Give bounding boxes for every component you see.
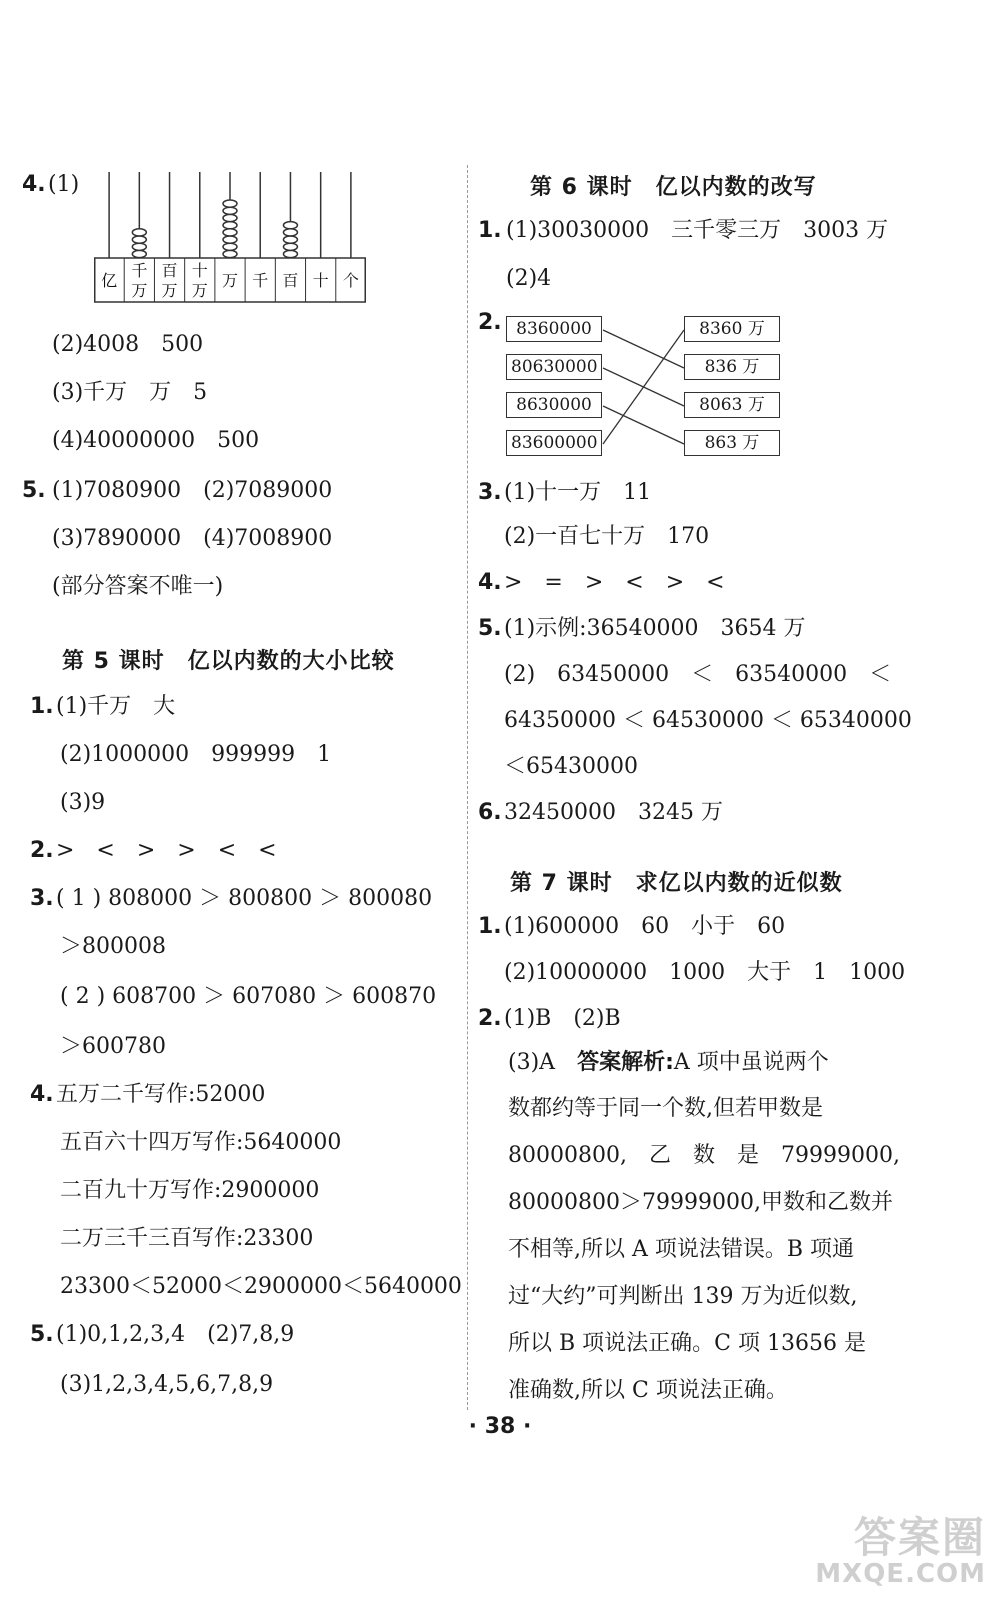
match-right-box: 836 万 <box>684 354 780 380</box>
answer-line: (4)40000000 500 <box>52 428 260 453</box>
answer-line: 所以 B 项说法正确。C 项 13656 是 <box>508 1331 866 1356</box>
answer-line: > = > < > < <box>504 570 725 595</box>
answer-line: 准确数,所以 C 项说法正确。 <box>508 1378 788 1403</box>
abacus-place-label: 万 <box>221 271 239 290</box>
answer-line: 23300＜52000＜2900000＜5640000 <box>60 1274 462 1299</box>
q5-label: 5. <box>22 478 46 503</box>
page-number: · 38 · <box>468 1414 532 1439</box>
answer-line: ＜65430000 <box>504 754 638 779</box>
question-number: 4. <box>478 570 502 595</box>
question-number: 1. <box>30 694 54 719</box>
answer-line: (1)0,1,2,3,4 (2)7,8,9 <box>56 1322 295 1347</box>
match-connector <box>603 406 684 444</box>
answer-line: (1)十一万 11 <box>504 480 652 505</box>
answer-line: (1)7080900 (2)7089000 <box>52 478 333 503</box>
abacus-place-label: 亿 <box>101 271 118 290</box>
answer-line: > < > > < < <box>56 838 277 863</box>
answer-line: 80000800, 乙 数 是 79999000, <box>508 1143 900 1168</box>
answer-line: ＞800008 <box>60 934 166 959</box>
answer-line: 五万二千写作:52000 <box>56 1082 266 1107</box>
answer-line: (3)千万 万 5 <box>52 380 208 405</box>
answer-line: 二百九十万写作:2900000 <box>60 1178 320 1203</box>
match-left-box: 8630000 <box>506 392 602 418</box>
section7-title: 第 7 课时 求亿以内数的近似数 <box>510 871 843 896</box>
watermark-url: MXQE.COM <box>815 1559 986 1589</box>
match-right-box: 863 万 <box>684 430 780 456</box>
answer-line: 不相等,所以 A 项说法错误。B 项通 <box>508 1237 855 1262</box>
answer-line: (2)10000000 1000 大于 1 1000 <box>504 960 906 985</box>
watermark-logo-text: 答案圈 <box>853 1513 986 1562</box>
answer-line: (1)30030000 三千零三万 3003 万 <box>506 218 889 243</box>
q4-part1: (1) <box>48 172 80 197</box>
abacus-place-label: 十 <box>191 261 208 280</box>
question-number: 3. <box>30 886 54 911</box>
abacus-place-label: 个 <box>342 271 359 290</box>
abacus-place-label: 千 <box>252 271 269 290</box>
answer-line: 数都约等于同一个数,但若甲数是 <box>508 1096 823 1121</box>
s7-q3-prefix: (3)A <box>508 1050 578 1075</box>
question-number: 5. <box>478 616 502 641</box>
section6-title: 第 6 课时 亿以内数的改写 <box>530 175 817 200</box>
abacus-place-label: 万 <box>191 281 208 300</box>
question-number: 6. <box>478 800 502 825</box>
answer-line: 二万三千三百写作:23300 <box>60 1226 314 1251</box>
abacus-place-label: 十 <box>312 271 329 290</box>
answer-line: (3)9 <box>60 790 106 815</box>
match-left-box: 8360000 <box>506 316 602 342</box>
s7-q3-first-line <box>508 1048 829 1078</box>
s7-q3-first: A 项中虽说两个 <box>673 1050 829 1075</box>
abacus-place-label: 百 <box>161 261 178 280</box>
answer-line: ( 1 ) 808000 ＞ 800800 ＞ 800080 <box>56 886 433 911</box>
match-right-box: 8360 万 <box>684 316 780 342</box>
answer-line: (3)7890000 (4)7008900 <box>52 526 333 551</box>
answer-line: (1)千万 大 <box>56 694 176 719</box>
question-number: 3. <box>478 480 502 505</box>
answer-line: ＞600780 <box>60 1034 166 1059</box>
answer-line: (部分答案不唯一) <box>52 574 224 599</box>
answer-line: (2)1000000 999999 1 <box>60 742 332 767</box>
answer-line: 64350000 ＜ 64530000 ＜ 65340000 <box>504 708 912 733</box>
question-number: 4. <box>30 1082 54 1107</box>
answer-line: (1)B (2)B <box>504 1006 621 1031</box>
match-left-box: 83600000 <box>506 430 602 456</box>
answer-line: (2)一百七十万 170 <box>504 524 710 549</box>
s6-q1-label: 1. <box>478 218 502 243</box>
abacus-place-label: 万 <box>161 281 178 300</box>
question-number: 5. <box>30 1322 54 1347</box>
answer-line: 80000800＞79999000,甲数和乙数并 <box>508 1190 893 1215</box>
answer-line: (3)1,2,3,4,5,6,7,8,9 <box>60 1372 274 1397</box>
answer-line: (1)示例:36540000 3654 万 <box>504 616 806 641</box>
s6-q2-label: 2. <box>478 310 502 335</box>
match-connector <box>603 330 684 368</box>
q4-label: 4. <box>22 172 46 197</box>
abacus-place-label: 千 <box>131 261 148 280</box>
answer-line: (2) 63450000 ＜ 63540000 ＜ <box>504 662 892 687</box>
answer-line: (1)600000 60 小于 60 <box>504 914 786 939</box>
abacus-place-label: 百 <box>282 271 299 290</box>
question-number: 2. <box>478 1006 502 1031</box>
answer-line: 过“大约”可判断出 139 万为近似数, <box>508 1284 858 1309</box>
answer-line: (2)4 <box>506 266 552 291</box>
section5-title: 第 5 课时 亿以内数的大小比较 <box>62 649 395 674</box>
s7-q3-answer-analysis: 答案解析: <box>577 1050 674 1075</box>
answer-line: (2)4008 500 <box>52 332 204 357</box>
answer-line: 五百六十四万写作:5640000 <box>60 1130 342 1155</box>
match-left-box: 80630000 <box>506 354 602 380</box>
answer-line: ( 2 ) 608700 ＞ 607080 ＞ 600870 <box>60 984 437 1009</box>
abacus-place-label: 万 <box>131 281 148 300</box>
match-connector <box>603 330 684 444</box>
answer-line: 32450000 3245 万 <box>504 800 723 825</box>
watermark <box>815 1513 986 1589</box>
question-number: 1. <box>478 914 502 939</box>
question-number: 2. <box>30 838 54 863</box>
match-right-box: 8063 万 <box>684 392 780 418</box>
